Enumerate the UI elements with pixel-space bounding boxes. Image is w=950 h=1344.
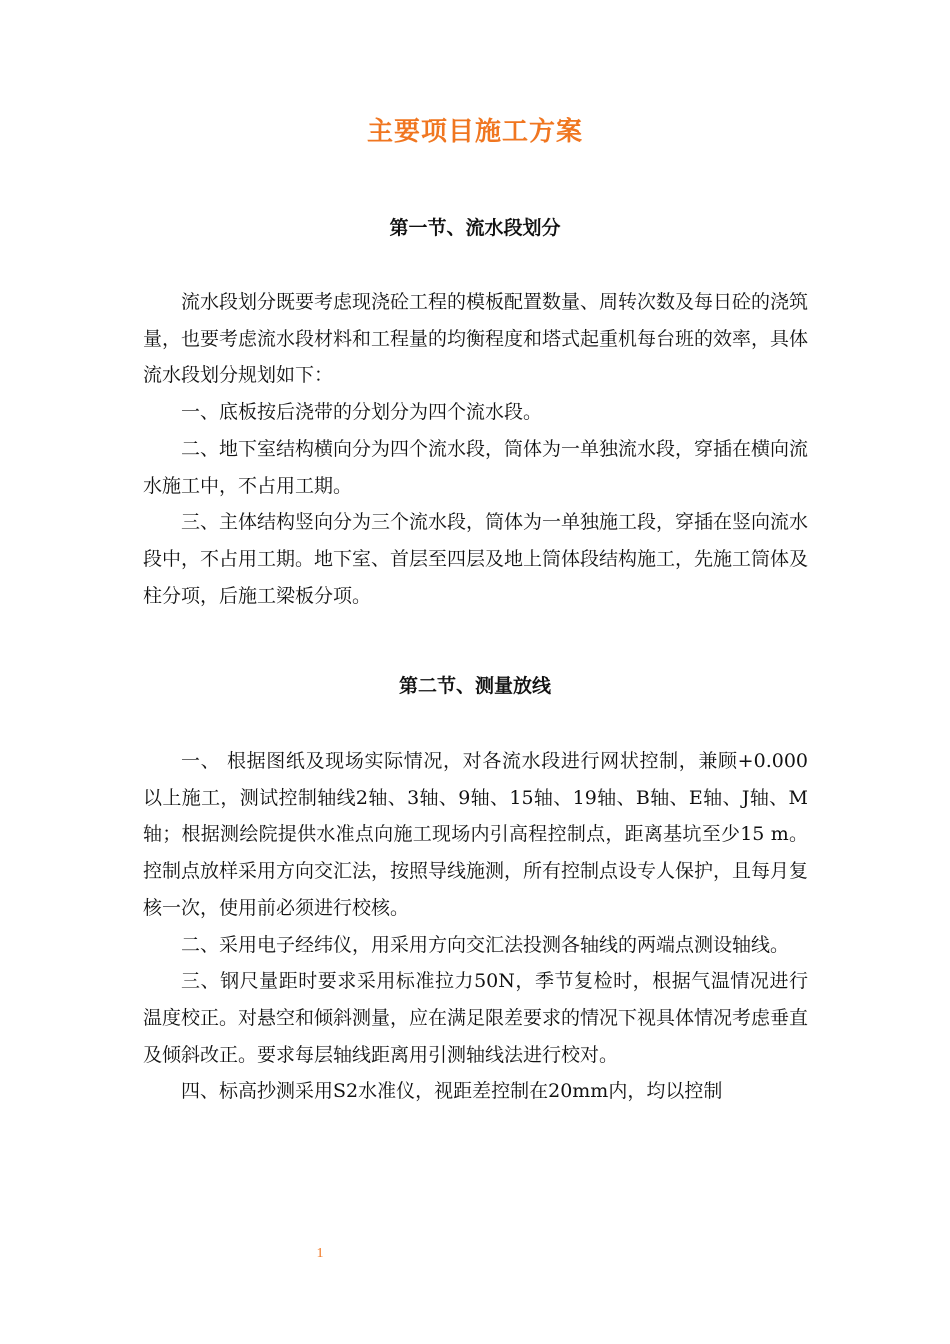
paragraph: 三、主体结构竖向分为三个流水段，筒体为一单独施工段，穿插在竖向流水段中，不占用工期。地下室、首层至四层及地上筒体段结构施工，先施工筒体及柱分项，后施工梁板分项。: [143, 511, 809, 607]
paragraph: 三、钢尺量距时要求采用标准拉力50N，季节复检时，根据气温情况进行温度校正。对悬空和倾斜测量，应在满足限差要求的情况下视具体情况考虑垂直及倾斜改正。要求每层轴线距离用引测轴线法进行校对。: [143, 970, 809, 1066]
paragraph: 一、底板按后浇带的分划分为四个流水段。: [181, 401, 543, 424]
section-2-body: [143, 743, 808, 1110]
page-number: 1: [316, 1246, 324, 1261]
paragraph: 一、 根据图纸及现场实际情况，对各流水段进行网状控制，兼顾+0.000以上施工，测试控制轴线2轴、3轴、9轴、15轴、19轴、B轴、E轴、J轴、M轴；根据测绘院提供水准点向施工现场内引高程控制点，距离基坑至少15 m。控制点放样采用方向交汇法，按照导线施测，所有控制点设专人保护，且每月复核一次，使用前必须进行校核。: [143, 750, 809, 919]
section-heading-1: 第一节、流水段划分: [389, 217, 561, 239]
paragraph: 二、地下室结构横向分为四个流水段，筒体为一单独流水段，穿插在横向流水施工中，不占用工期。: [143, 437, 809, 497]
section-heading-2: 第二节、测量放线: [398, 675, 551, 697]
paragraph: 二、采用电子经纬仪，用采用方向交汇法投测各轴线的两端点测设轴线。: [181, 933, 790, 956]
section-1-body: [143, 284, 808, 614]
document-title: 主要项目施工方案: [366, 117, 583, 147]
paragraph: 四、标高抄测采用S2水准仪，视距差控制在20mm内，均以控制: [181, 1080, 723, 1103]
paragraph: 流水段划分既要考虑现浇砼工程的模板配置数量、周转次数及每日砼的浇筑量，也要考虑流水段材料和工程量的均衡程度和塔式起重机每台班的效率，具体流水段划分规划如下：: [143, 291, 809, 387]
